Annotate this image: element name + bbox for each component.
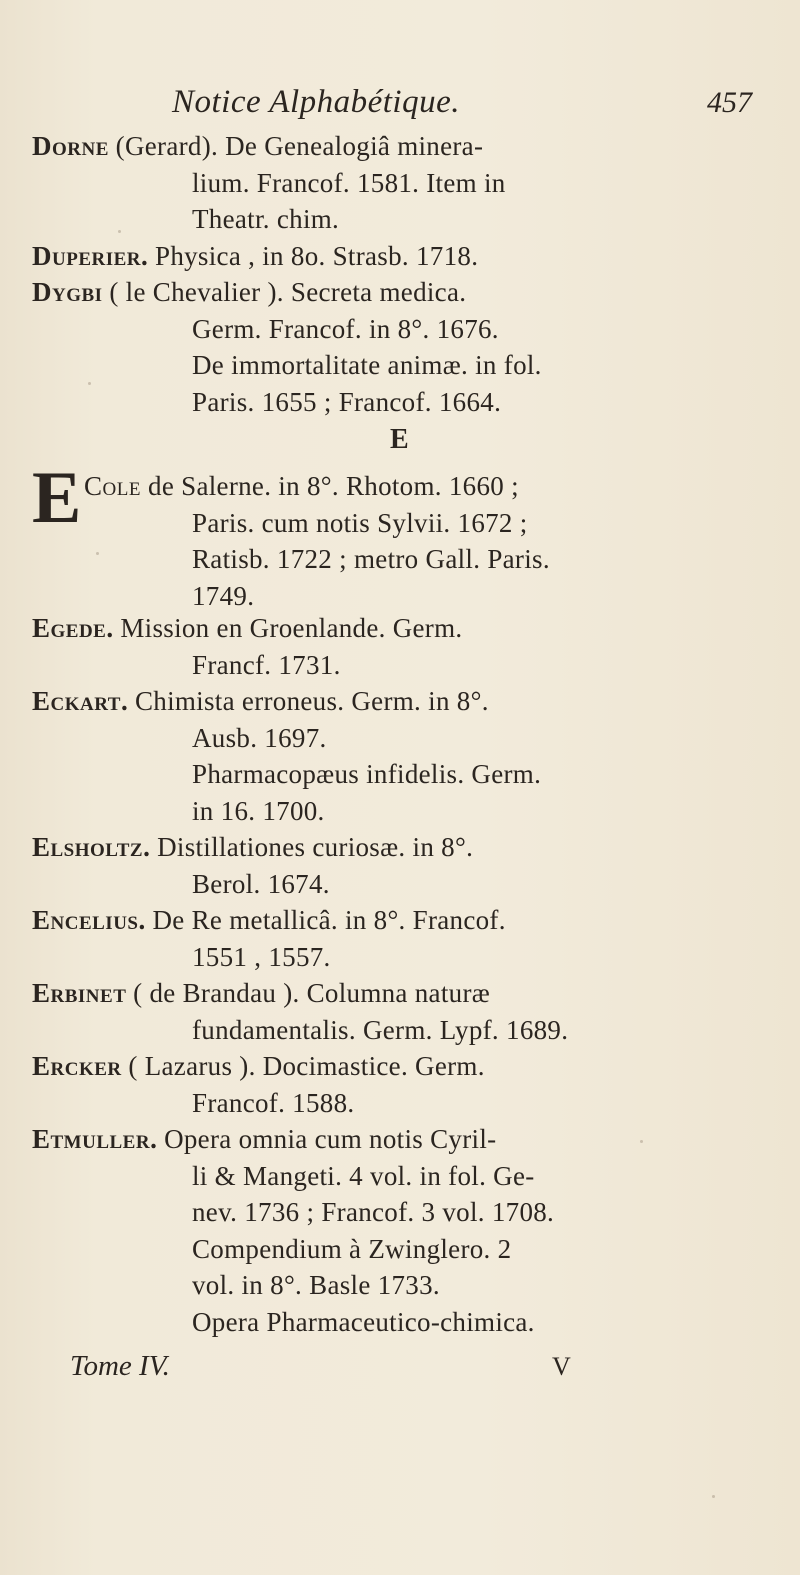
- entry-line: Ratisb. 1722 ; metro Gall. Paris.: [192, 544, 550, 574]
- entry-line: Francf. 1731.: [192, 649, 341, 680]
- entry-etmuller: [0, 1121, 800, 1158]
- section-letter: E: [390, 424, 409, 455]
- entry-line: Opera omnia cum notis Cyril-: [164, 1124, 497, 1154]
- signature-mark: V: [552, 1352, 571, 1381]
- paper-speck: [118, 230, 121, 233]
- entry-first-line: [32, 468, 772, 505]
- entry-line: Berol. 1674.: [192, 868, 330, 899]
- entry-line: nev. 1736 ; Francof. 3 vol. 1708.: [192, 1197, 555, 1227]
- entry-line: Ausb. 1697.: [192, 722, 327, 753]
- entry-line: de Salerne. in 8°. Rhotom. 1660 ;: [148, 471, 519, 501]
- entry-line: lium. Francof. 1581. Item in: [192, 167, 506, 198]
- headword: Dygbi: [32, 277, 103, 307]
- running-header: [0, 84, 800, 128]
- entries-e: [0, 610, 800, 1340]
- header-title: Notice Alphabétique.: [172, 84, 461, 120]
- entry-ecole: [32, 457, 772, 614]
- entry-line: (Gerard). De Genealogiâ minera-: [115, 131, 484, 161]
- entry-line: Pharmacopæus infidelis. Germ.: [192, 759, 542, 789]
- entry-duperier: [0, 238, 800, 275]
- entry-line: Theatr. chim.: [192, 204, 340, 234]
- paper-speck: [96, 552, 99, 555]
- paper-speck: [88, 382, 91, 385]
- headword: Encelius.: [32, 905, 146, 935]
- entry-erbinet: [0, 975, 800, 1012]
- headword: Dorne: [32, 131, 109, 161]
- page-footer: [0, 1350, 800, 1390]
- drop-cap: E: [32, 457, 82, 539]
- entry-line: Francof. 1588.: [192, 1087, 355, 1118]
- entry-egede: [0, 610, 800, 647]
- headword: Etmuller.: [32, 1124, 158, 1154]
- paper-speck: [640, 1140, 643, 1143]
- entry-line: in 16. 1700.: [192, 795, 325, 826]
- entry-line: Opera Pharmaceutico-chimica.: [192, 1306, 535, 1337]
- paper-speck: [712, 1495, 715, 1498]
- entry-line: Physica , in 8o. Strasb. 1718.: [155, 240, 479, 271]
- entry-line: Paris. cum notis Sylvii. 1672 ;: [192, 507, 528, 538]
- entry-line: 1749.: [192, 580, 255, 611]
- headword: Ercker: [32, 1051, 122, 1081]
- entry-line: fundamentalis. Germ. Lypf. 1689.: [192, 1014, 569, 1045]
- headword: Egede.: [32, 613, 114, 643]
- headword: Duperier.: [32, 240, 149, 271]
- headword: Eckart.: [32, 686, 129, 716]
- page-number: 457: [707, 86, 752, 119]
- entry-line: De immortalitate animæ. in fol.: [192, 350, 542, 380]
- entry-line: vol. in 8°. Basle 1733.: [192, 1270, 440, 1300]
- entry-line: Compendium à Zwinglero. 2: [192, 1233, 512, 1264]
- entry-line: ( Lazarus ). Docimastice. Germ.: [128, 1051, 485, 1081]
- entry-line: De Re metallicâ. in 8°. Francof.: [152, 905, 506, 935]
- entry-line: Mission en Groenlande. Germ.: [120, 613, 463, 643]
- headword: Erbinet: [32, 978, 127, 1008]
- entry-line: ( le Chevalier ). Secreta medica.: [109, 277, 467, 307]
- footer-tome: Tome IV.: [70, 1350, 170, 1382]
- entry-encelius: [0, 902, 800, 939]
- entry-dorne: [0, 128, 800, 165]
- entry-line: ( de Brandau ). Columna naturæ: [133, 978, 491, 1008]
- entry-line: Germ. Francof. in 8°. 1676.: [192, 313, 499, 344]
- entry-line: Chimista erroneus. Germ. in 8°.: [134, 686, 489, 716]
- headword: Elsholtz.: [32, 832, 151, 862]
- entry-elsholtz: [0, 829, 800, 866]
- entry-line: li & Mangeti. 4 vol. in fol. Ge-: [192, 1160, 535, 1191]
- entry-line: Paris. 1655 ; Francof. 1664.: [192, 386, 502, 417]
- entry-dygbi: [0, 274, 800, 311]
- entry-ercker: [0, 1048, 800, 1085]
- entry-eckart: [0, 683, 800, 720]
- entry-line: 1551 , 1557.: [192, 941, 331, 972]
- entry-line: Distillationes curiosæ. in 8°.: [157, 832, 474, 862]
- headword: Cole: [84, 471, 141, 501]
- entries-d: [0, 128, 800, 420]
